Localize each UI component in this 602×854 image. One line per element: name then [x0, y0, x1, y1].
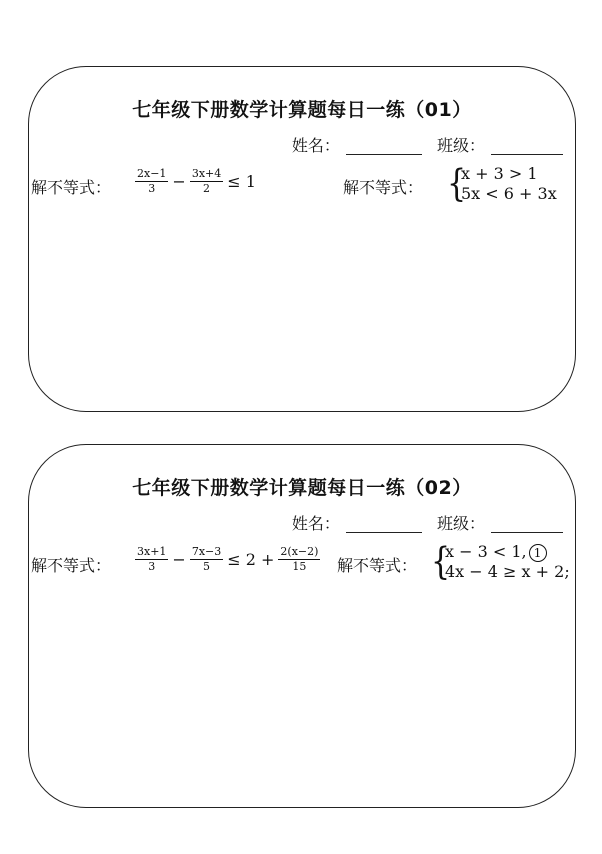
problem-label: 解不等式：: [337, 556, 418, 575]
fraction: $\frac{3x+4}{2}$: [191, 167, 222, 195]
fraction: $\frac{2(x-2)}{15}$: [280, 545, 319, 573]
class-blank[interactable]: [491, 531, 563, 533]
circled-number-marker: 1: [529, 544, 547, 562]
student-info: [292, 133, 563, 156]
class-blank[interactable]: [491, 153, 563, 155]
name-label: 姓名：: [291, 514, 340, 533]
inequality-expression: $\frac{3x+1}{3}$ − $\frac{7x-3}{5}$ ≤ 2 + $\frac{2(x-2)}{15}$: [137, 545, 319, 573]
worksheet-card-02: [28, 444, 576, 808]
name-blank[interactable]: [346, 531, 422, 533]
system-line: x + 3 > 1: [461, 164, 538, 183]
system-line: x − 3 < 1, 1: [445, 542, 547, 562]
class-label: 班级：: [436, 136, 485, 155]
problem-row: [29, 540, 575, 595]
problem-label: 解不等式：: [31, 178, 112, 197]
left-brace-icon: {: [447, 162, 467, 206]
problem-row: [29, 162, 575, 217]
inequality-expression: $\frac{2x-1}{3}$ − $\frac{3x+4}{2}$ ≤ 1: [137, 167, 256, 195]
worksheet-title: 七年级下册数学计算题每日一练（01）: [132, 99, 472, 121]
fraction: $\frac{3x+1}{3}$: [137, 545, 167, 573]
system-line: 5x < 6 + 3x: [461, 184, 557, 203]
student-info: [292, 511, 563, 534]
name-blank[interactable]: [346, 153, 422, 155]
name-label: 姓名：: [291, 136, 340, 155]
worksheet-card-01: [28, 66, 576, 412]
fraction: $\frac{7x-3}{5}$: [191, 545, 222, 573]
fraction: $\frac{2x-1}{3}$: [137, 167, 167, 195]
system-line: 4x − 4 ≥ x + 2;: [445, 562, 570, 581]
problem-label: 解不等式：: [343, 178, 424, 197]
left-brace-icon: {: [431, 540, 451, 584]
problem-label: 解不等式：: [31, 556, 112, 575]
worksheet-title: 七年级下册数学计算题每日一练（02）: [132, 477, 472, 499]
class-label: 班级：: [436, 514, 485, 533]
